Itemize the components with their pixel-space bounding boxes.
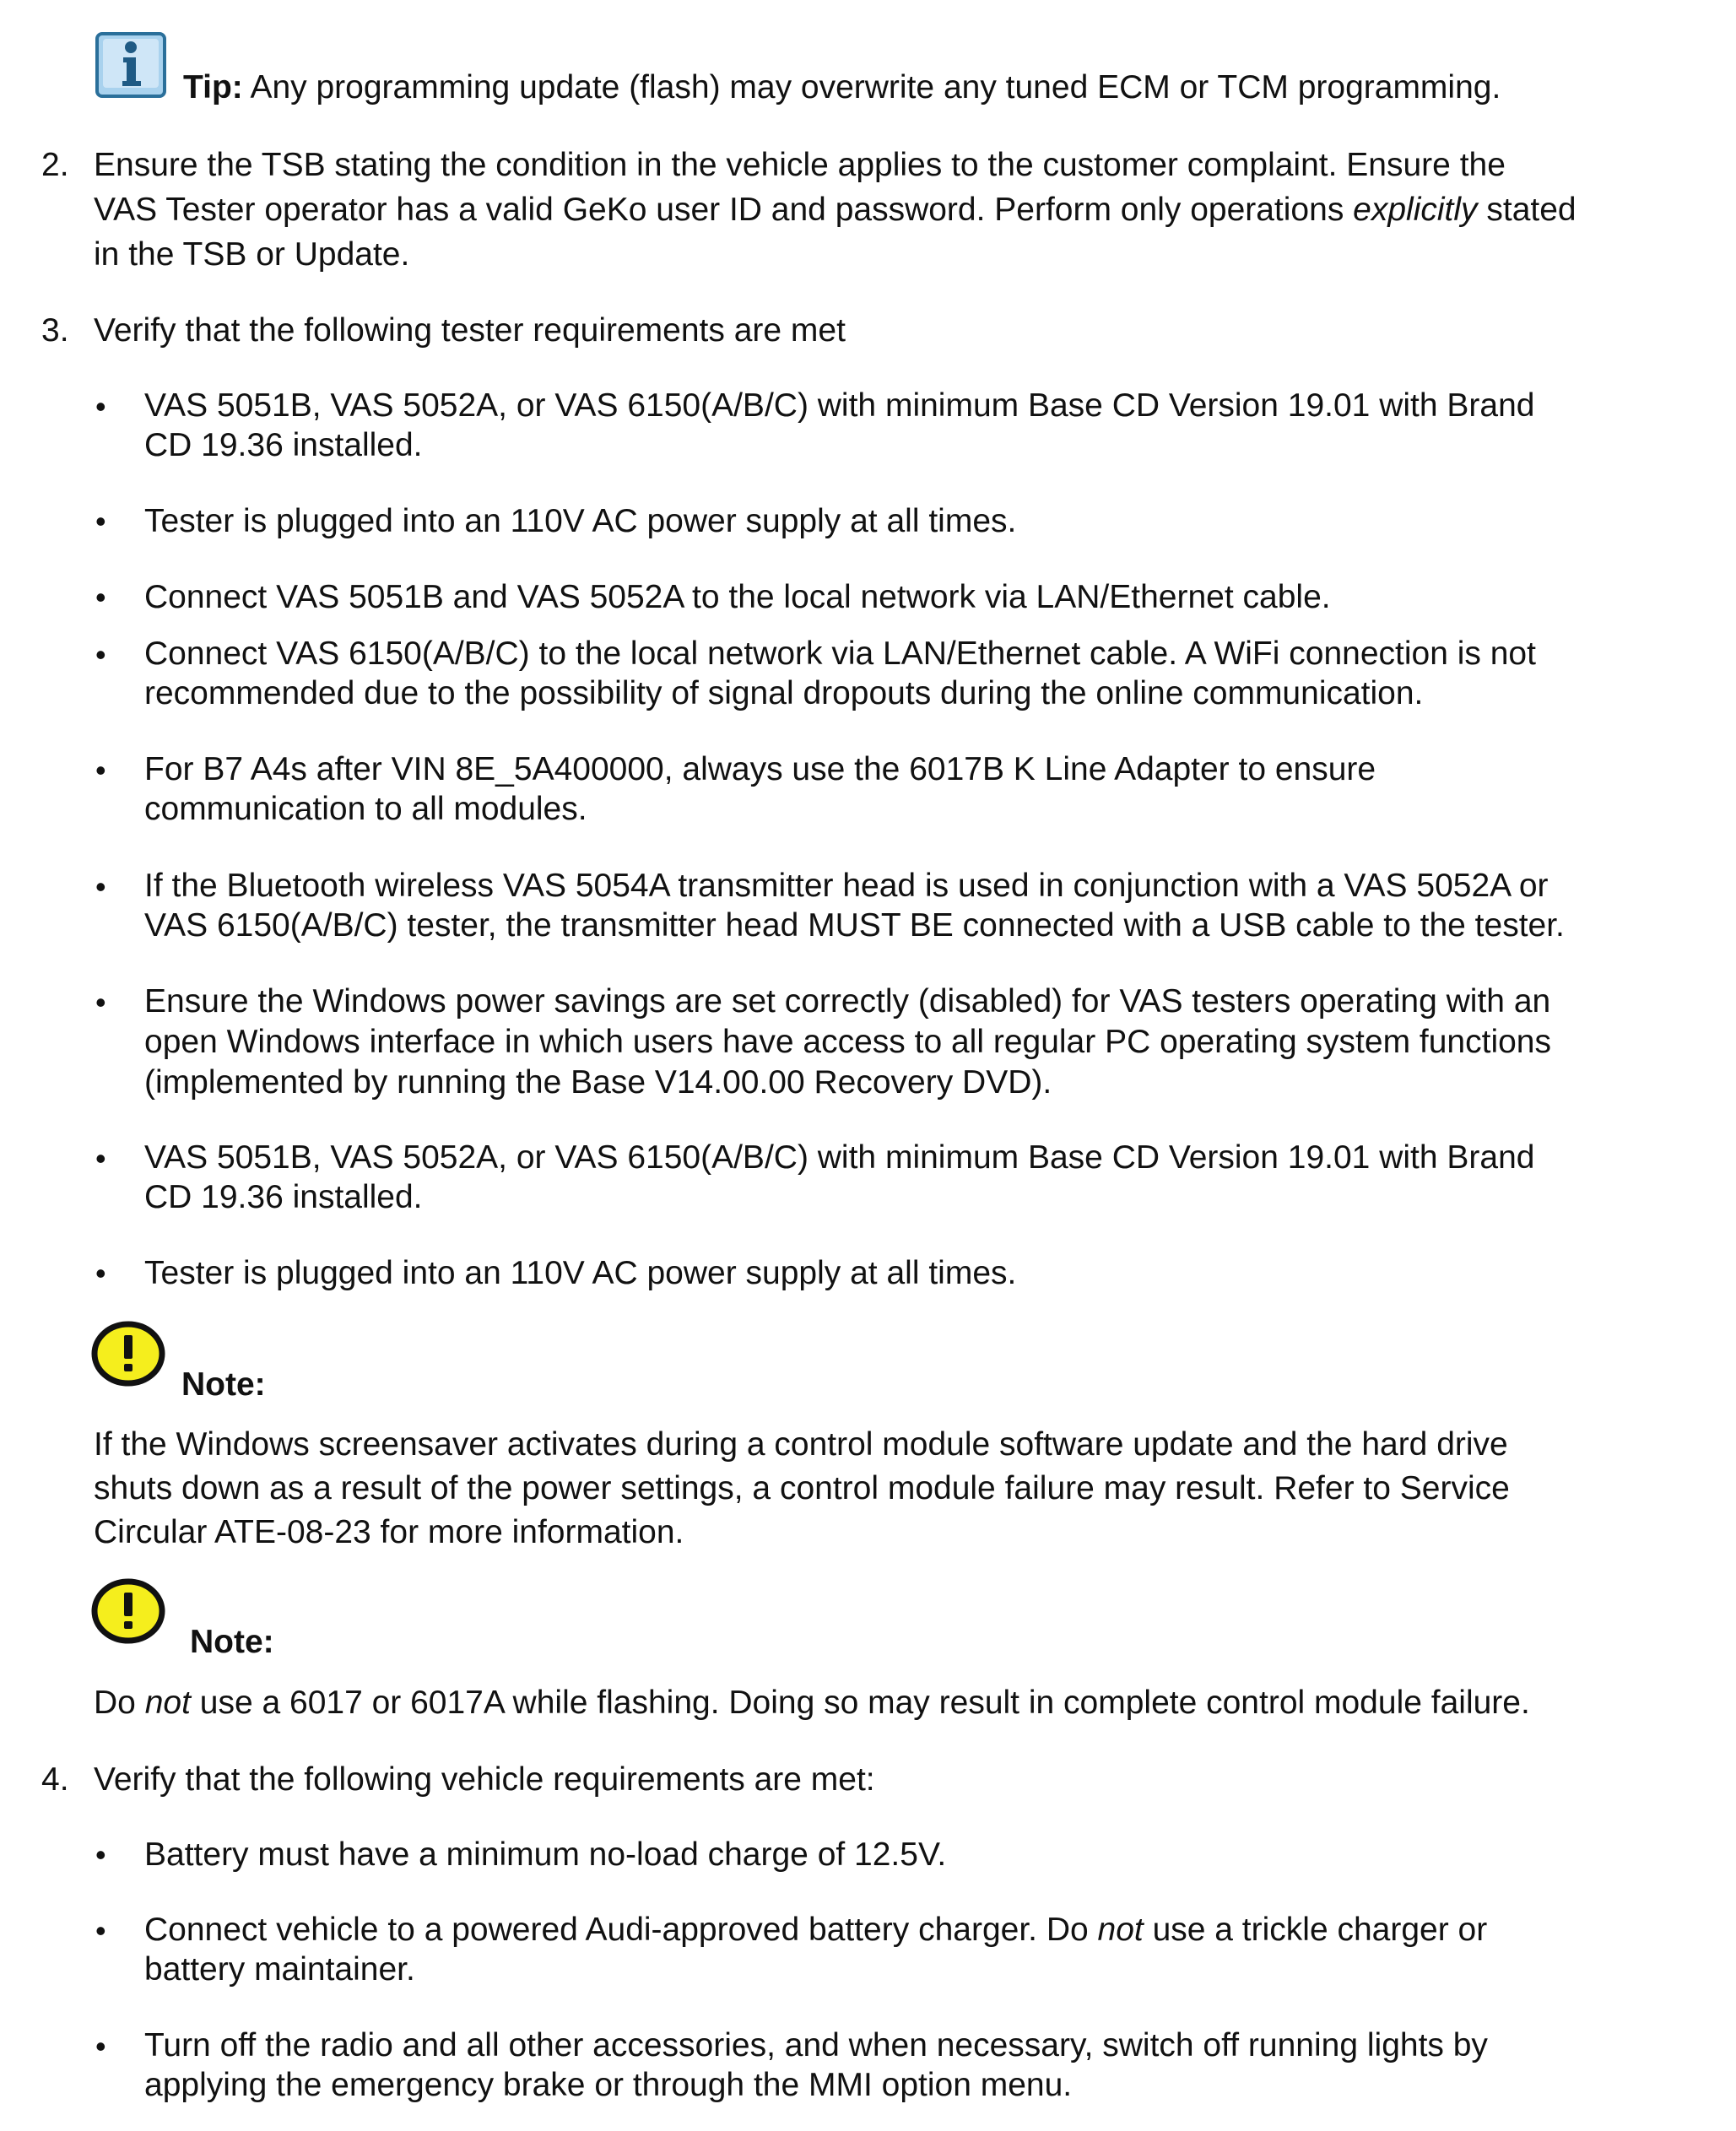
step-2-number: 2. [41, 147, 69, 183]
vehicle-bullet-3 [144, 2026, 1697, 2105]
tester-bullet-4-line-1: Connect VAS 6150(A/B/C) to the local network via LAN/Ethernet cable. A WiFi connection is not [144, 636, 1536, 672]
tester-bullet-8-line-1: VAS 5051B, VAS 5052A, or VAS 6150(A/B/C) with minimum Base CD Version 19.01 with Brand [144, 1139, 1535, 1176]
bullet-symbol: • [95, 1141, 106, 1176]
bullet-symbol: • [95, 1913, 106, 1948]
tester-bullet-7 [144, 982, 1697, 1103]
tester-bullet-7-line-1: Ensure the Windows power savings are set correctly (disabled) for VAS testers operating with an [144, 983, 1551, 1020]
step-3-text: Verify that the following tester requirements are met [94, 312, 846, 349]
tester-bullet-4-line-2: recommended due to the possibility of signal dropouts during the online communication. [144, 675, 1424, 711]
tester-bullet-3: Connect VAS 5051B and VAS 5052A to the local network via LAN/Ethernet cable. [144, 579, 1331, 615]
tip-line [183, 67, 1702, 108]
tester-bullet-5 [144, 749, 1697, 829]
vehicle-bullet-3-line-2: applying the emergency brake or through the MMI option menu. [144, 2067, 1073, 2103]
tester-bullet-4 [144, 634, 1697, 713]
note-2-text [94, 1682, 1697, 1723]
exclamation-warning-icon [90, 1578, 166, 1644]
bullet-symbol: • [95, 1256, 106, 1290]
note-2-emphasis: not [144, 1685, 191, 1721]
bullet-symbol: • [95, 637, 106, 672]
step-2-line-2a: VAS Tester operator has a valid GeKo user ID and password. Perform only operations [94, 192, 1354, 228]
exclamation-warning-icon [90, 1321, 166, 1387]
bullet-symbol: • [95, 1837, 106, 1872]
info-icon [95, 32, 166, 98]
bullet-symbol: • [95, 2029, 106, 2063]
step-2-line-1: Ensure the TSB stating the condition in the vehicle applies to the customer complaint. Ensure the [94, 147, 1506, 183]
vehicle-bullet-2-line-1a: Connect vehicle to a powered Audi-approved battery charger. Do [144, 1912, 1098, 1948]
note-1-line-1: If the Windows screensaver activates during a control module software update and the hard drive [94, 1426, 1508, 1463]
bullet-symbol: • [95, 753, 106, 787]
step-2-text [94, 144, 1697, 275]
bullet-symbol: • [95, 869, 106, 904]
tester-bullet-1-line-2: CD 19.36 installed. [144, 427, 423, 463]
vehicle-bullet-2-emphasis: not [1097, 1912, 1144, 1948]
tester-bullet-8 [144, 1138, 1697, 1217]
step-4-number: 4. [41, 1761, 69, 1798]
step-2-line-3: in the TSB or Update. [94, 236, 410, 273]
tester-bullet-6 [144, 866, 1697, 945]
step-2-line-2 [94, 189, 1697, 230]
tester-bullet-6-line-1: If the Bluetooth wireless VAS 5054A transmitter head is used in conjunction with a VAS 5052A or [144, 868, 1549, 904]
bullet-symbol: • [95, 985, 106, 1020]
tester-bullet-1-line-1: VAS 5051B, VAS 5052A, or VAS 6150(A/B/C) with minimum Base CD Version 19.01 with Brand [144, 387, 1535, 424]
tester-bullet-1 [144, 386, 1697, 465]
note-2-text-a: Do [94, 1685, 145, 1721]
tester-bullet-5-line-2: communication to all modules. [144, 791, 587, 827]
tester-bullet-8-line-2: CD 19.36 installed. [144, 1179, 423, 1215]
bullet-symbol: • [95, 504, 106, 538]
step-3-number: 3. [41, 312, 69, 349]
step-2-line-2b: stated [1477, 192, 1576, 228]
tip-text: Any programming update (flash) may overwrite any tuned ECM or TCM programming. [242, 69, 1501, 105]
vehicle-bullet-3-line-1: Turn off the radio and all other accessories, and when necessary, switch off running lights by [144, 2027, 1488, 2063]
bullet-symbol: • [95, 389, 106, 424]
tester-bullet-6-line-2: VAS 6150(A/B/C) tester, the transmitter head MUST BE connected with a USB cable to the tester. [144, 907, 1565, 944]
vehicle-bullet-2-line-2: battery maintainer. [144, 1951, 415, 1988]
vehicle-bullet-2-line-1b: use a trickle charger or [1143, 1912, 1488, 1948]
vehicle-bullet-2-line-1 [144, 1910, 1697, 1950]
note-1-line-3: Circular ATE-08-23 for more information. [94, 1514, 684, 1550]
tip-label: Tip: [183, 69, 243, 105]
bullet-symbol: • [95, 580, 106, 614]
note-1-line-2: shuts down as a result of the power settings, a control module failure may result. Refer to Service [94, 1470, 1510, 1506]
note-1-text [94, 1423, 1697, 1555]
tester-bullet-9: Tester is plugged into an 110V AC power supply at all times. [144, 1255, 1017, 1291]
step-2-emphasis: explicitly [1353, 192, 1478, 228]
step-4-text: Verify that the following vehicle requirements are met: [94, 1761, 875, 1798]
tester-bullet-7-line-2: open Windows interface in which users have access to all regular PC operating system functions [144, 1024, 1551, 1060]
note-2-label: Note: [190, 1624, 274, 1660]
note-1-label: Note: [181, 1366, 266, 1403]
vehicle-bullet-1: Battery must have a minimum no-load charge of 12.5V. [144, 1836, 947, 1873]
tester-bullet-2: Tester is plugged into an 110V AC power supply at all times. [144, 503, 1017, 539]
vehicle-bullet-2 [144, 1910, 1697, 1989]
tester-bullet-7-line-3: (implemented by running the Base V14.00.00 Recovery DVD). [144, 1064, 1052, 1101]
note-2-text-b: use a 6017 or 6017A while flashing. Doing so may result in complete control module failure. [190, 1685, 1530, 1721]
tester-bullet-5-line-1: For B7 A4s after VIN 8E_5A400000, always use the 6017B K Line Adapter to ensure [144, 751, 1376, 787]
